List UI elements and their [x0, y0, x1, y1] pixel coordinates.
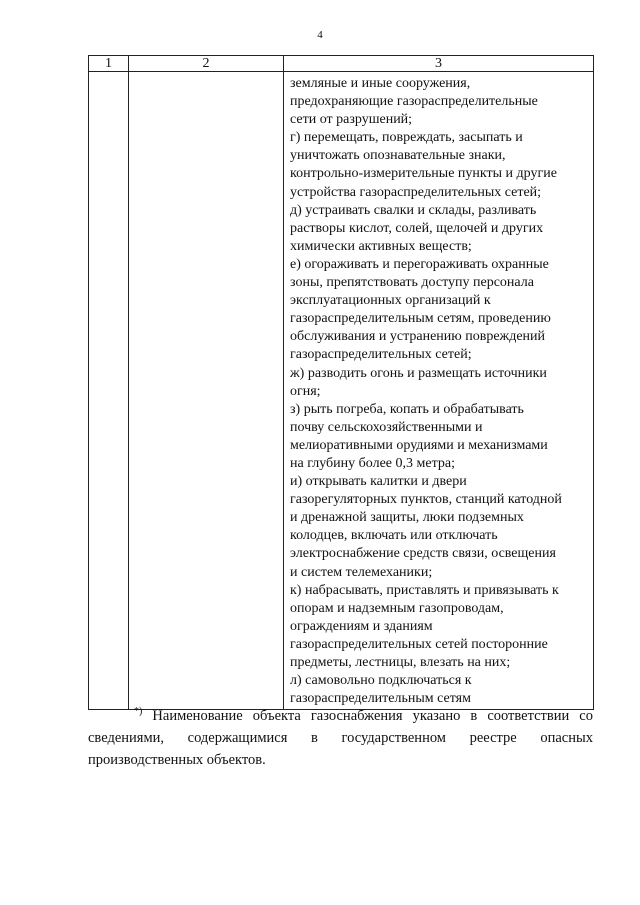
restriction-text-line: и дренажной защиты, люки подземных — [290, 510, 524, 526]
page-number: 4 — [317, 29, 323, 41]
restriction-text-line: ограждениям и зданиям — [290, 618, 433, 634]
restriction-text-line: е) огораживать и перегораживать охранные — [290, 256, 549, 272]
restriction-text-line: колодцев, включать или отключать — [290, 528, 498, 544]
table-cell-col1 — [89, 72, 129, 710]
requirements-table — [88, 55, 594, 710]
restriction-text-line: газораспределительным сетям — [290, 691, 471, 707]
restriction-text-line: газораспределительных сетей посторонние — [290, 636, 548, 652]
restriction-text-line: г) перемещать, повреждать, засыпать и — [290, 130, 523, 146]
restriction-text-line: зоны, препятствовать доступу персонала — [290, 275, 534, 291]
footnote — [88, 705, 593, 771]
restriction-text-line: к) набрасывать, приставлять и привязывать к — [290, 582, 559, 598]
restriction-text-line: и) открывать калитки и двери — [290, 474, 467, 490]
restriction-text-line: газораспределительных сетей; — [290, 347, 472, 363]
restriction-text-line: контрольно-измерительные пункты и другие — [290, 166, 557, 182]
restriction-text-line: электроснабжение средств связи, освещения — [290, 546, 556, 562]
restriction-text-line: обслуживания и устранению повреждений — [290, 329, 546, 345]
restriction-text-line: на глубину более 0,3 метра; — [290, 455, 455, 471]
restriction-text-line: растворы кислот, солей, щелочей и других — [290, 220, 544, 236]
column-header-1: 1 — [89, 56, 129, 72]
table-header-row — [89, 56, 594, 72]
table-cell-col3 — [284, 72, 594, 710]
footnote-marker: *) — [134, 706, 143, 718]
restriction-text-line: предохраняющие газораспределительные — [290, 94, 538, 110]
restriction-text-line: предметы, лестницы, влезать на них; — [290, 655, 511, 670]
footnote-line: сведениями, содержащимися в государственном реестре опасных — [88, 730, 593, 746]
restriction-text-line: газорегуляторных пунктов, станций катодной — [290, 492, 562, 508]
footnote-text: Наименование объекта газоснабжения указано в соответствии со — [152, 708, 593, 724]
restriction-text-line: устройства газораспределительных сетей; — [290, 184, 542, 200]
restriction-text-line: з) рыть погреба, копать и обрабатывать — [290, 401, 524, 417]
restriction-text-line: земляные и иные сооружения, — [290, 76, 471, 91]
footnote-line: производственных объектов. — [88, 752, 266, 768]
restriction-text-line: и систем телемеханики; — [290, 564, 433, 580]
restriction-text-line: уничтожать опознавательные знаки, — [290, 148, 506, 164]
restriction-text-line: ж) разводить огонь и размещать источники — [290, 365, 547, 381]
restriction-text-line: почву сельскохозяйственными и — [290, 419, 483, 435]
column-header-3: 3 — [284, 56, 594, 72]
restriction-text-line: опорам и надземным газопроводам, — [290, 600, 504, 616]
column-header-2: 2 — [129, 56, 284, 72]
table-row — [89, 72, 594, 710]
restriction-text-line: эксплуатационных организаций к — [290, 293, 491, 309]
footnote-line — [88, 705, 593, 727]
restriction-text-line: л) самовольно подключаться к — [290, 673, 472, 689]
restriction-text-line: д) устраивать свалки и склады, разливать — [290, 202, 537, 218]
restriction-text-line: сети от разрушений; — [290, 112, 413, 128]
table-cell-col2 — [129, 72, 284, 710]
restriction-text-line: химически активных веществ; — [290, 238, 472, 254]
restriction-text-line: огня; — [290, 383, 321, 399]
restriction-text-line: мелиоративными орудиями и механизмами — [290, 437, 548, 453]
restriction-text-line: газораспределительным сетям, проведению — [290, 311, 551, 327]
